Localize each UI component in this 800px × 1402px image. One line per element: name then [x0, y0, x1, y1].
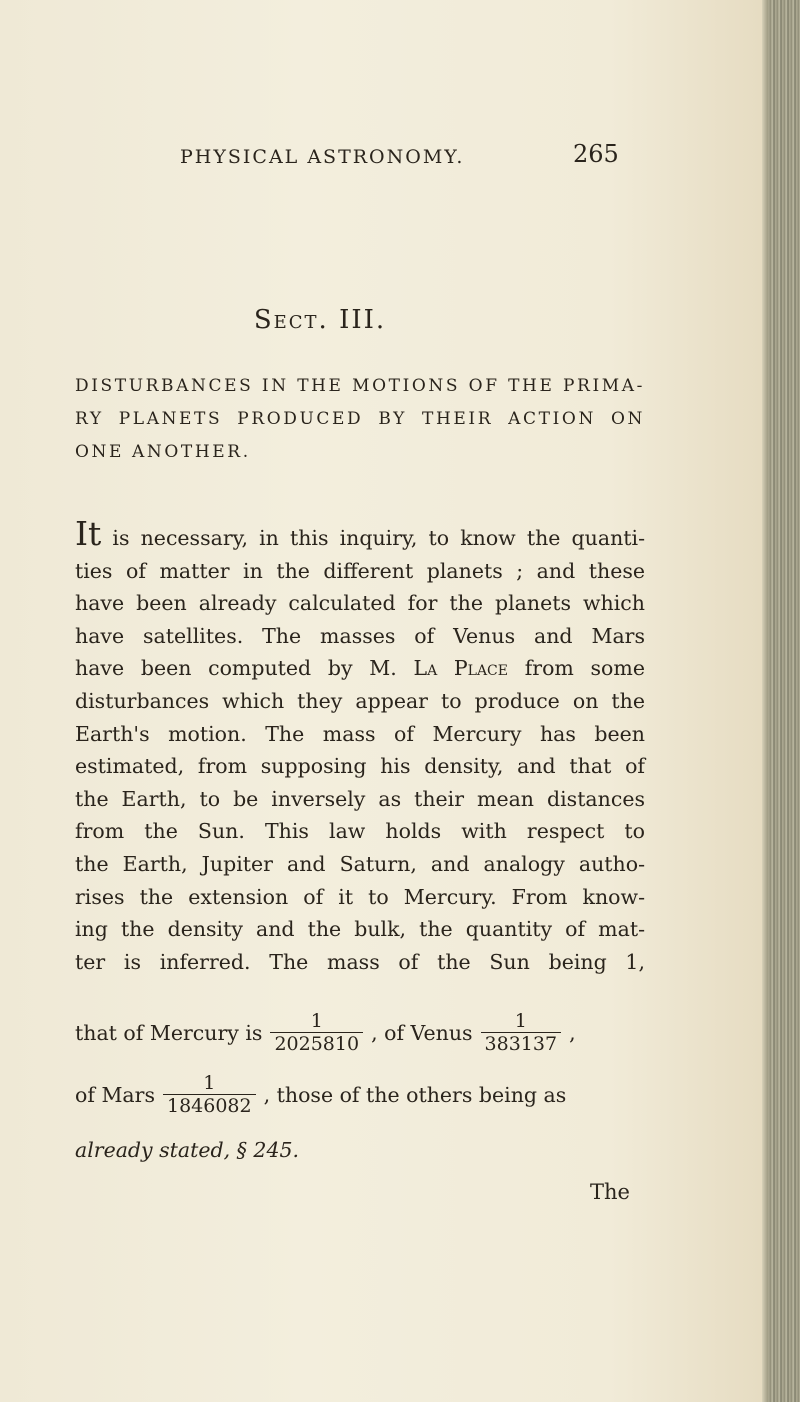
- venus-numerator: 1: [514, 1010, 527, 1032]
- mass-line-mars: [75, 1072, 645, 1117]
- heading-line: DISTURBANCES IN THE MOTIONS OF THE PRIMA-: [75, 376, 645, 396]
- paragraph-line: ter is inferred. The mass of the Sun being 1,: [75, 949, 645, 974]
- section-title: Sect. III.: [253, 305, 387, 335]
- catchword: The: [590, 1180, 630, 1204]
- running-title: PHYSICAL ASTRONOMY.: [180, 146, 465, 168]
- paragraph-line: ties of matter in the different planets ; and these: [75, 558, 645, 583]
- mars-mass-fraction: [163, 1072, 256, 1117]
- section-heading: [75, 370, 645, 469]
- author-name: La Place: [413, 656, 508, 681]
- body-paragraph: [75, 514, 645, 978]
- mercury-label: that of Mercury is: [75, 1020, 263, 1045]
- mars-numerator: 1: [203, 1072, 216, 1094]
- venus-suffix: ,: [569, 1020, 576, 1045]
- paragraph-line: the Earth, Jupiter and Saturn, and analogy autho-: [75, 851, 645, 876]
- closing-line: already stated, § 245.: [75, 1138, 300, 1162]
- paragraph-line: have been already calculated for the planets which: [75, 591, 645, 616]
- mars-denominator: 1846082: [163, 1094, 256, 1117]
- drop-cap: It: [75, 514, 102, 553]
- paragraph-line: have satellites. The masses of Venus and Mars: [75, 623, 645, 648]
- venus-mass-fraction: [481, 1010, 562, 1055]
- mars-suffix: , those of the others being as: [263, 1082, 567, 1107]
- paragraph-line: disturbances which they appear to produce on the: [75, 688, 645, 713]
- paragraph-line: have been computed by M. La Place from some: [75, 656, 645, 681]
- heading-line: RY PLANETS PRODUCED BY THEIR ACTION ON: [75, 409, 645, 429]
- mars-label: of Mars: [75, 1082, 155, 1107]
- heading-line: ONE ANOTHER.: [75, 442, 251, 462]
- paragraph-line: from the Sun. This law holds with respect to: [75, 819, 645, 844]
- mass-line-mercury-venus: [75, 1010, 645, 1055]
- mercury-denominator: 2025810: [270, 1032, 363, 1055]
- paragraph-line: ing the density and the bulk, the quantity of mat-: [75, 917, 645, 942]
- mercury-numerator: 1: [310, 1010, 323, 1032]
- paragraph-line: estimated, from supposing his density, and that of: [75, 754, 645, 779]
- venus-denominator: 383137: [481, 1032, 562, 1055]
- mercury-mass-fraction: [270, 1010, 363, 1055]
- paragraph-line: the Earth, to be inversely as their mean distances: [75, 786, 645, 811]
- paragraph-line: Earth's motion. The mass of Mercury has been: [75, 721, 645, 746]
- venus-label: , of Venus: [371, 1020, 473, 1045]
- paragraph-line: rises the extension of it to Mercury. From know-: [75, 884, 645, 909]
- book-binding-edge: [762, 0, 800, 1402]
- paragraph-line: It is necessary, in this inquiry, to know the quanti-: [75, 514, 645, 553]
- page-number: 265: [573, 140, 619, 168]
